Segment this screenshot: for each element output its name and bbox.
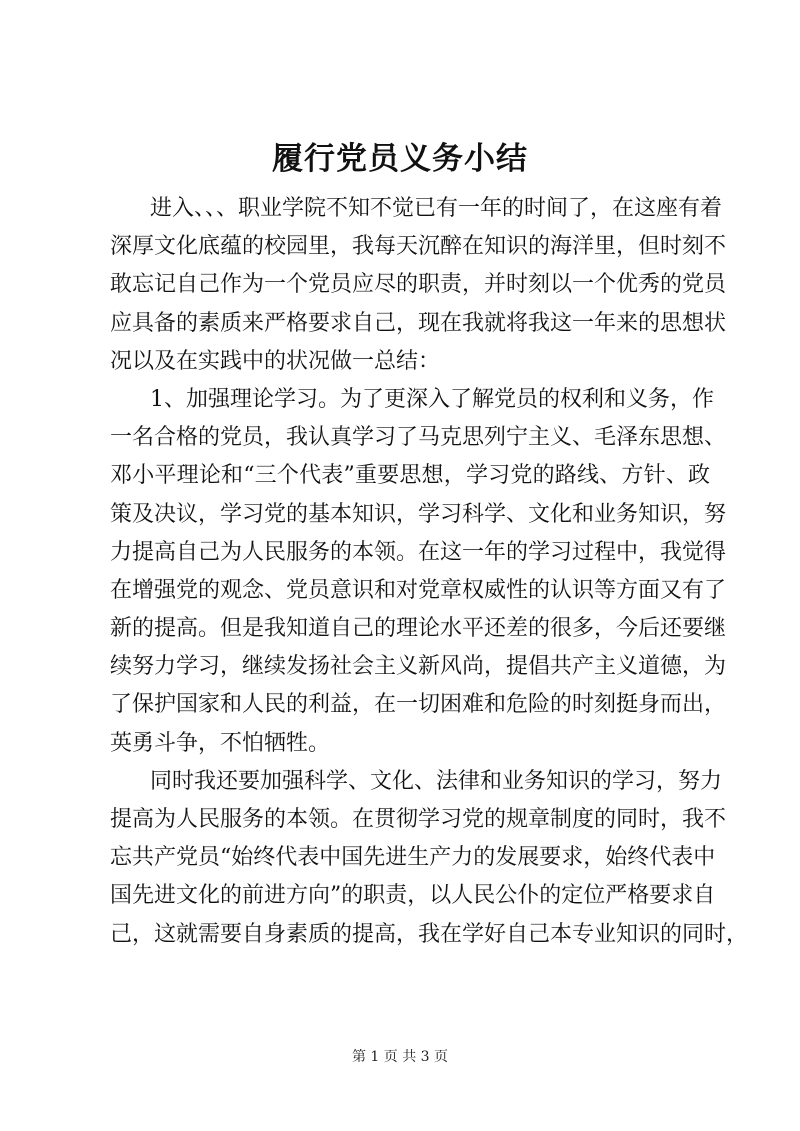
text-line: 己，这就需要自身素质的提高，我在学好自己本专业知识的同时， xyxy=(110,921,749,947)
page-footer: 第 1 页 共 3 页 xyxy=(351,1049,449,1065)
document-body xyxy=(110,190,749,954)
paragraph-intro xyxy=(110,190,727,381)
text-line: 策及决议，学习党的基本知识，学习科学、文化和业务知识，努 xyxy=(110,501,727,527)
text-line: 应具备的素质来严格要求自己，现在我就将我这一年来的思想状 xyxy=(110,310,727,336)
text-line: 在增强党的观念、党员意识和对党章权威性的认识等方面又有了 xyxy=(110,577,727,603)
text-line: 英勇斗争，不怕牺牲。 xyxy=(110,730,331,756)
text-line: 提高为人民服务的本领。在贯彻学习党的规章制度的同时，我不 xyxy=(110,807,727,832)
paragraph-knowledge-study xyxy=(110,763,749,954)
text-line: 邓小平理论和“三个代表”重要思想，学习党的路线、方针、政 xyxy=(110,463,710,489)
text-line: 况以及在实践中的状况做一总结： xyxy=(110,348,441,374)
text-line: 同时我还要加强科学、文化、法律和业务知识的学习，努力 xyxy=(150,768,723,794)
text-line: 国先进文化的前进方向”的职责，以人民公仆的定位严格要求自 xyxy=(110,883,716,909)
text-line: 了保护国家和人民的利益，在一切困难和危险的时刻挺身而出， xyxy=(110,692,727,718)
text-line: 敢忘记自己作为一个党员应尽的职责，并时刻以一个优秀的党员 xyxy=(110,272,727,298)
document-title: 履行党员义务小结 xyxy=(272,141,528,177)
text-line: 进入、、、职业学院不知不觉已有一年的时间了，在这座有着 xyxy=(150,196,723,221)
text-line: 忘共产党员“始终代表中国先进生产力的发展要求，始终代表中 xyxy=(110,845,716,871)
paragraph-theory-study xyxy=(110,381,727,763)
text-line: 续努力学习，继续发扬社会主义新风尚，提倡共产主义道德，为 xyxy=(110,654,727,680)
text-line: 力提高自己为人民服务的本领。在这一年的学习过程中，我觉得 xyxy=(110,539,727,565)
text-line: 深厚文化底蕴的校园里，我每天沉醉在知识的海洋里，但时刻不 xyxy=(110,234,727,260)
text-line: 新的提高。但是我知道自己的理论水平还差的很多，今后还要继 xyxy=(110,616,727,642)
text-line: 1、加强理论学习。为了更深入了解党员的权利和义务，作 xyxy=(150,386,714,412)
text-line: 一名合格的党员，我认真学习了马克思列宁主义、毛泽东思想、 xyxy=(110,425,727,451)
